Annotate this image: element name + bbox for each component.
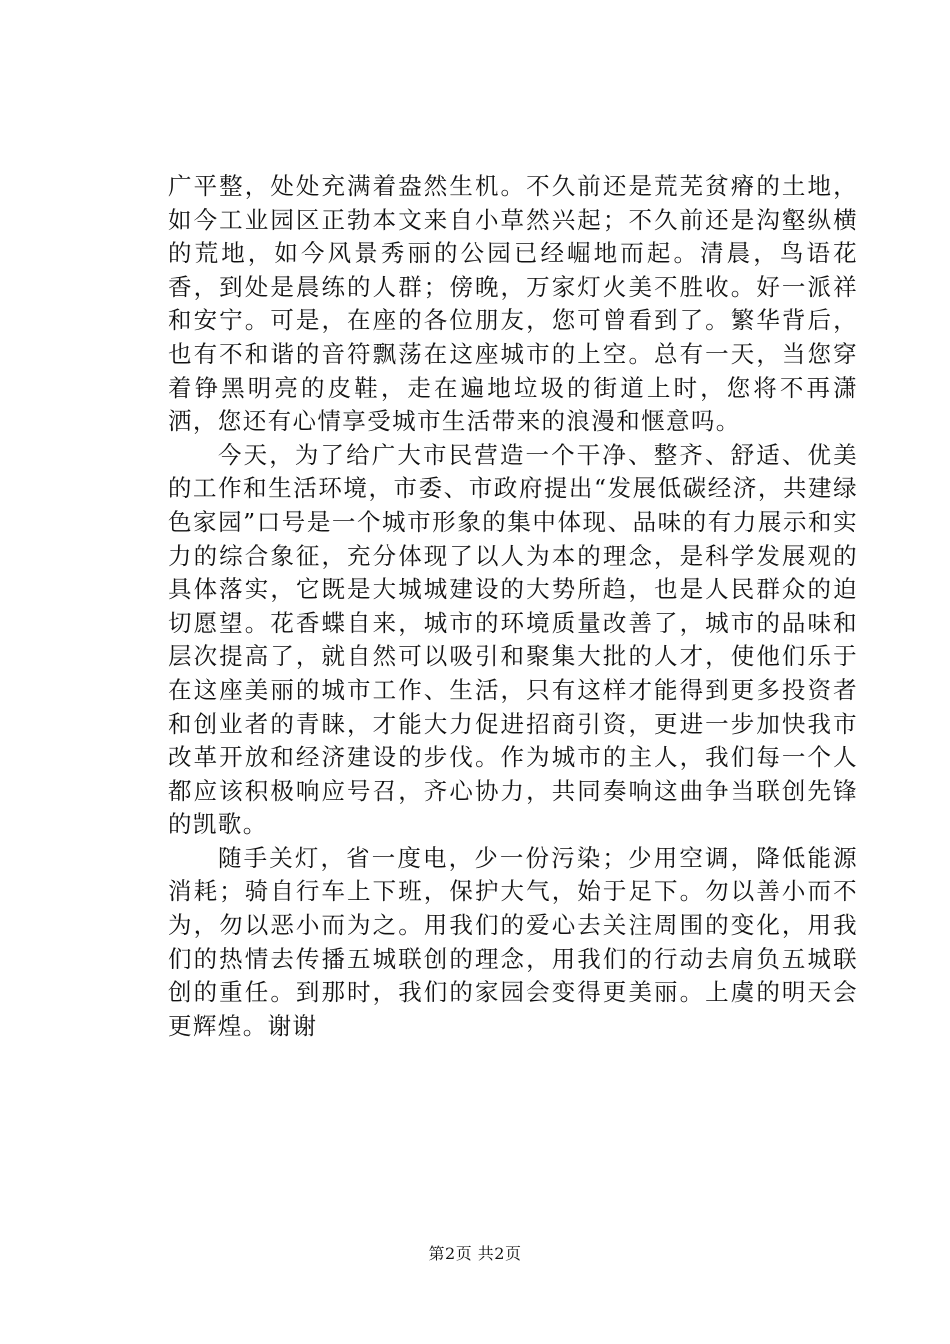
document-body (168, 170, 858, 1043)
paragraph: 随手关灯，省一度电，少一份污染；少用空调，降低能源消耗；骑自行车上下班，保护大气，始于足下。勿以善小而不为，勿以恶小而为之。用我们的爱心去关注周围的变化，用我们的热情去传播五城联创的理念，用我们的行动去肩负五城联创的重任。到那时，我们的家园会变得更美丽。上虞的明天会更辉煌。谢谢 (168, 843, 858, 1040)
paragraph: 今天，为了给广大市民营造一个干净、整齐、舒适、优美的工作和生活环境，市委、市政府提出“发展低碳经济，共建绿色家园”口号是一个城市形象的集中体现、品味的有力展示和实力的综合象征，充分体现了以人为本的理念，是科学发展观的具体落实，它既是大城城建设的大势所趋，也是人民群众的迫切愿望。花香蝶自来，城市的环境质量改善了，城市的品味和层次提高了，就自然可以吸引和聚集大批的人才，使他们乐于在这座美丽的城市工作、生活，只有这样才能得到更多投资者和创业者的青睐，才能大力促进招商引资，更进一步加快我市改革开放和经济建设的步伐。作为城市的主人，我们每一个人都应该积极响应号召，齐心协力，共同奏响这曲争当联创先锋的凯歌。 (168, 440, 858, 839)
page-number-label: 第2页 共2页 (428, 1244, 522, 1263)
page-footer (0, 1244, 950, 1264)
paragraph: 广平整，处处充满着盎然生机。不久前还是荒芜贫瘠的土地，如今工业园区正勃本文来自小草然兴起；不久前还是沟壑纵横的荒地，如今风景秀丽的公园已经崛地而起。清晨，鸟语花香，到处是晨练的人群；傍晚，万家灯火美不胜收。好一派祥和安宁。可是，在座的各位朋友，您可曾看到了。繁华背后，也有不和谐的音符飘荡在这座城市的上空。总有一天，当您穿着铮黑明亮的皮鞋，走在遍地垃圾的街道上时，您将不再潇洒，您还有心情享受城市生活带来的浪漫和惬意吗。 (168, 172, 858, 436)
